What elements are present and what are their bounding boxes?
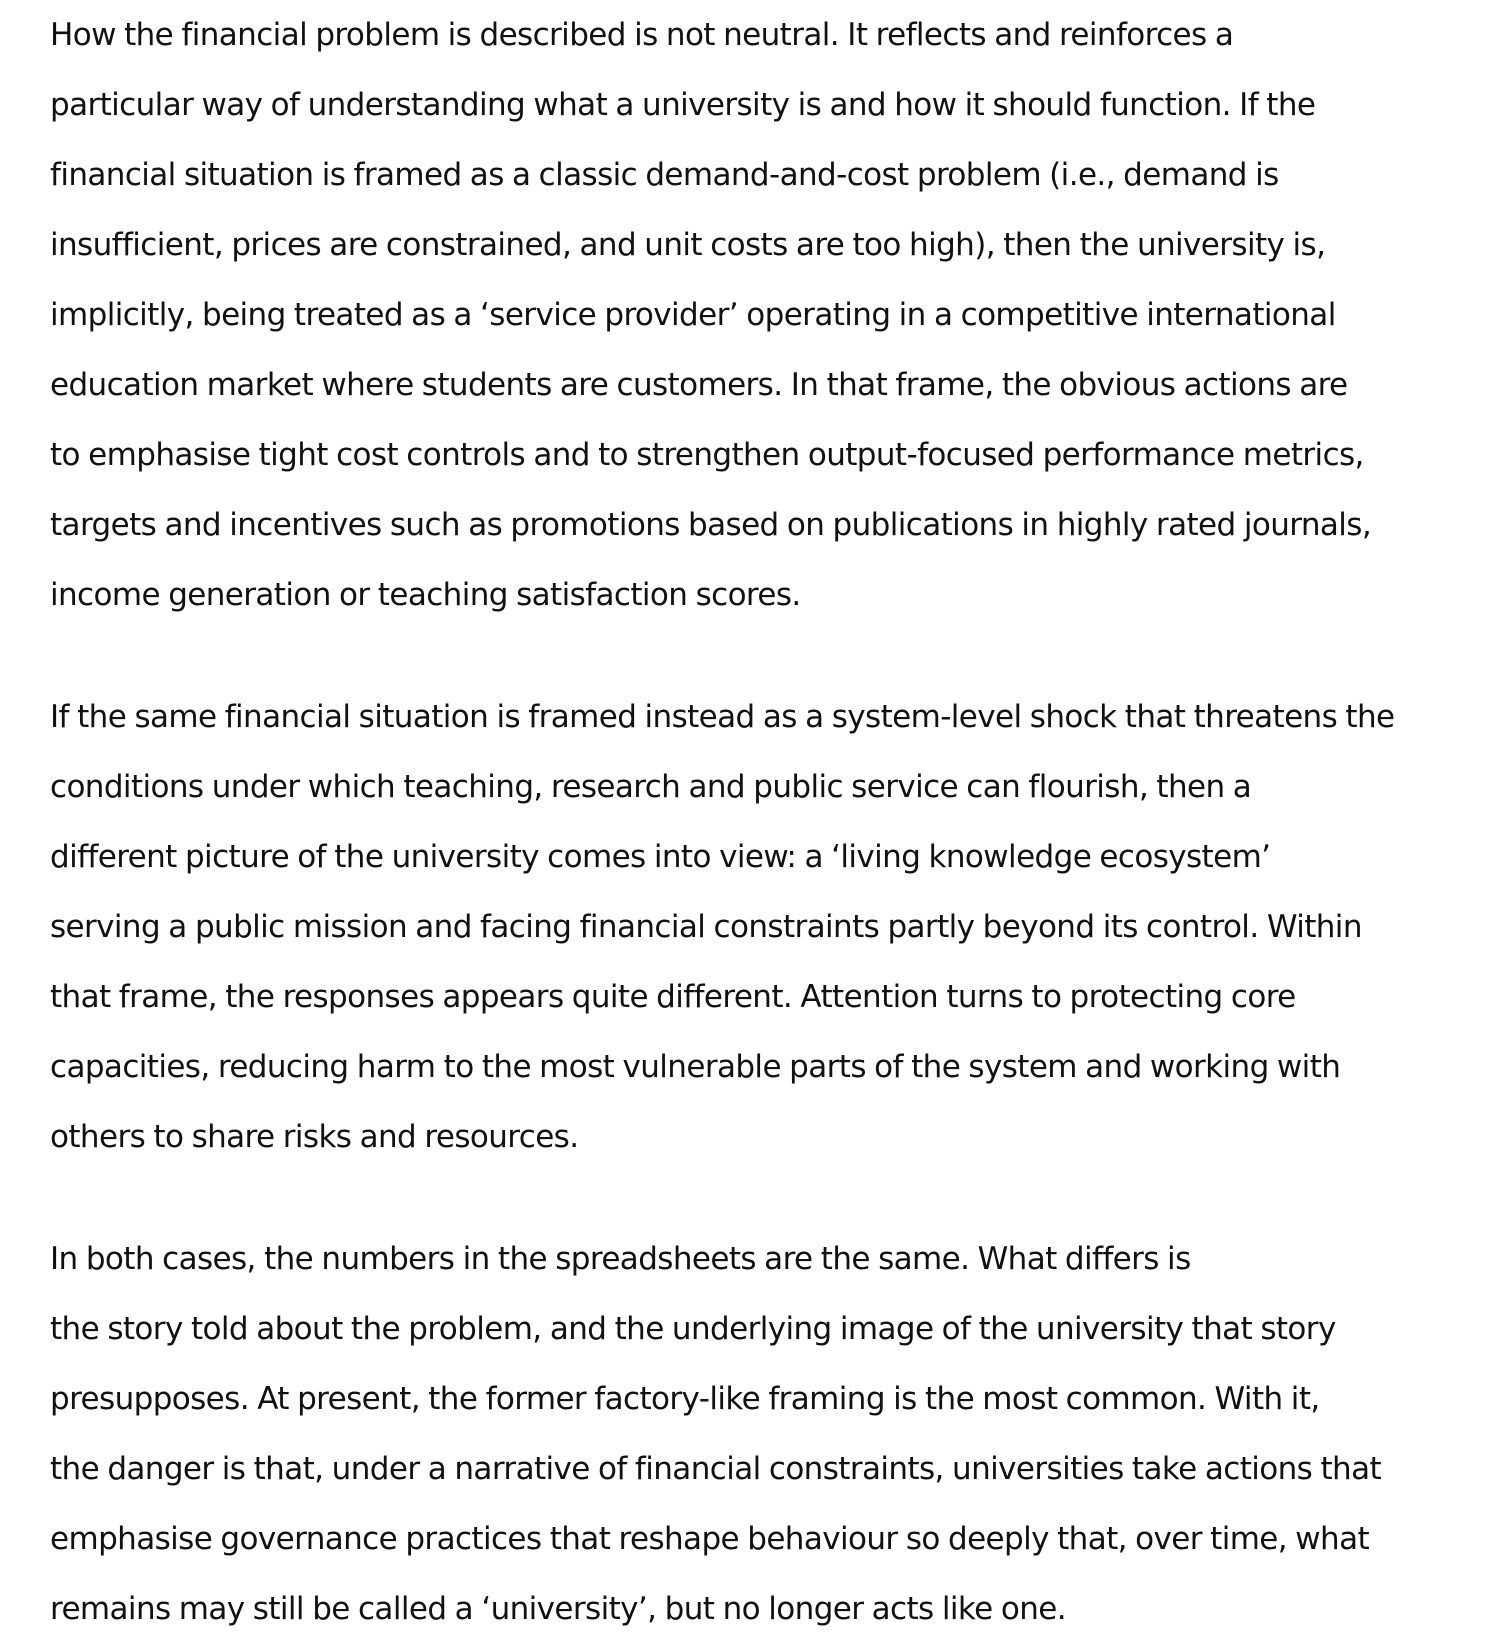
text-line: the danger is that, under a narrative of financial constraints, universities take actions that: [50, 1451, 1382, 1487]
text-line: financial situation is framed as a classic demand-and-cost problem (i.e., demand is: [50, 157, 1279, 193]
text-line: If the same financial situation is framed instead as a system-level shock that threatens the: [50, 699, 1395, 735]
text-line: the story told about the problem, and the underlying image of the university that story: [50, 1311, 1336, 1347]
text-line: different picture of the university comes into view: a ‘living knowledge ecosystem’: [50, 839, 1271, 875]
text-line: serving a public mission and facing financial constraints partly beyond its control. Within: [50, 909, 1362, 945]
article-body: [50, 0, 1490, 1644]
text-line: implicitly, being treated as a ‘service provider’ operating in a competitive international: [50, 297, 1336, 333]
text-line: that frame, the responses appears quite different. Attention turns to protecting core: [50, 979, 1296, 1015]
text-line: presupposes. At present, the former factory-like framing is the most common. With it,: [50, 1381, 1320, 1417]
paragraph-1: [50, 0, 1490, 630]
paragraph-2: [50, 682, 1490, 1172]
text-line: capacities, reducing harm to the most vulnerable parts of the system and working with: [50, 1049, 1341, 1085]
text-line: conditions under which teaching, research and public service can flourish, then a: [50, 769, 1252, 805]
paragraph-3: [50, 1224, 1490, 1644]
text-line: In both cases, the numbers in the spreadsheets are the same. What differs is: [50, 1241, 1191, 1277]
text-line: education market where students are customers. In that frame, the obvious actions are: [50, 367, 1348, 403]
text-line: targets and incentives such as promotions based on publications in highly rated journals,: [50, 507, 1372, 543]
text-line: to emphasise tight cost controls and to strengthen output-focused performance metrics,: [50, 437, 1364, 473]
text-line: others to share risks and resources.: [50, 1119, 579, 1155]
text-line: emphasise governance practices that reshape behaviour so deeply that, over time, what: [50, 1521, 1370, 1557]
text-line: insufficient, prices are constrained, and unit costs are too high), then the university is,: [50, 227, 1326, 263]
text-line: income generation or teaching satisfaction scores.: [50, 577, 801, 613]
text-line: remains may still be called a ‘university’, but no longer acts like one.: [50, 1591, 1066, 1627]
text-line: How the financial problem is described is not neutral. It reflects and reinforces a: [50, 17, 1234, 53]
text-line: particular way of understanding what a university is and how it should function. If the: [50, 87, 1316, 123]
